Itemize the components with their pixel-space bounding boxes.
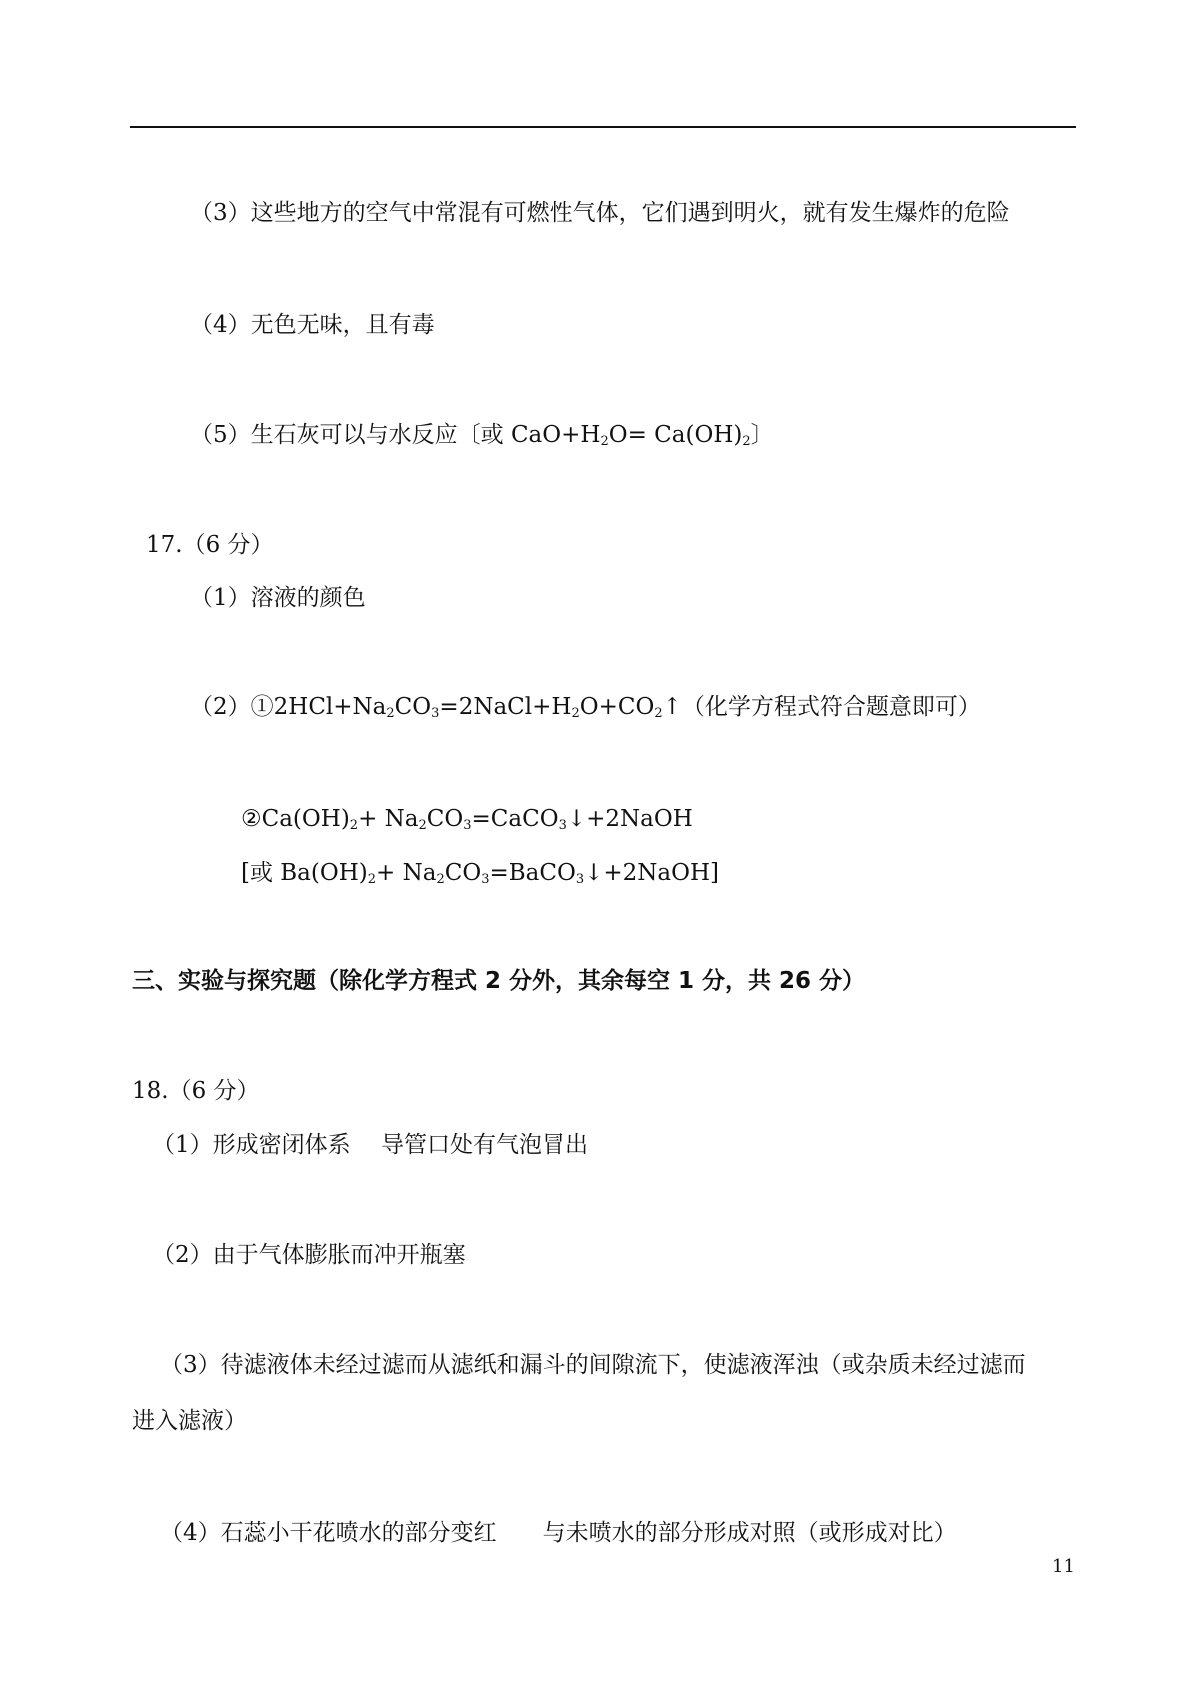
answer-17-1: （1）溶液的颜色 [190, 585, 366, 611]
answer-18-4: （4）石蕊小干花喷水的部分变红 与未喷水的部分形成对照（或形成对比） [160, 1520, 957, 1546]
answer-17-2-equation-1: $(2)①2HCl+Na_2CO_3=2NaCl+H_2O+CO_2↑$（化学方程式符合题意即可） [190, 694, 981, 721]
question-17-header: 17.（6 分） [146, 532, 274, 558]
answer-18-2: （2）由于气体膨胀而冲开瓶塞 [152, 1242, 466, 1268]
answer-17-2-equation-2: $②Ca(OH)_2+$ $Na_2CO_3=CaCO_3↓+2NaOH$ [241, 806, 693, 833]
answer-16-5: （5）生石灰可以与水反应〔或 $CaO+H_2O= Ca(OH)_2$〕 [190, 422, 774, 449]
answer-18-1: （1）形成密闭体系 导管口处有气泡冒出 [152, 1132, 588, 1158]
answer-18-3-line-1: （3）待滤液体未经过滤而从滤纸和漏斗的间隙流下，使滤液浑浊（或杂质未经过滤而 [160, 1352, 1026, 1378]
question-18-header: 18.（6 分） [132, 1078, 260, 1104]
answer-17-2-equation-alt: [或 $Ba(OH)_2+$ $Na_2CO_3=BaCO_3↓+2NaOH$] [241, 860, 720, 887]
page-number: 11 [1052, 1556, 1075, 1577]
section-3-title: 三、实验与探究题（除化学方程式 2 分外，其余每空 1 分，共 26 分） [132, 968, 866, 994]
answer-18-3-line-2: 进入滤液） [132, 1408, 247, 1434]
answer-16-3: （3）这些地方的空气中常混有可燃性气体，它们遇到明火，就有发生爆炸的危险 [190, 200, 1010, 226]
header-rule [130, 126, 1076, 128]
answer-16-4: （4）无色无味，且有毒 [190, 312, 435, 338]
